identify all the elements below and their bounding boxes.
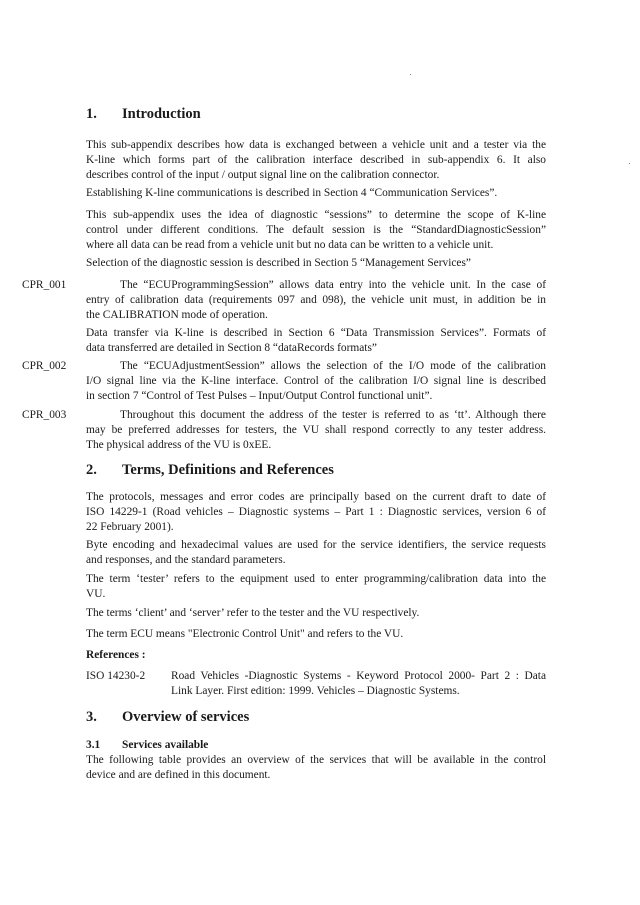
paragraph-intro-1 <box>86 138 546 182</box>
paragraph-cpr-003 <box>86 408 546 452</box>
text-line: ISO 14229-1 (Road vehicles – Diagnostic systems – Part 1 : Diagnostic services, version 6 of <box>86 505 546 518</box>
paragraph-terms-3 <box>86 572 546 602</box>
text-line: The physical address of the VU is 0xEE. <box>86 438 272 451</box>
section-title: Introduction <box>122 106 201 122</box>
paragraph-cpr-001 <box>86 278 546 322</box>
paragraph-terms-1 <box>86 490 546 534</box>
text-line: This sub-appendix uses the idea of diagnostic “sessions” to determine the scope of K-line <box>86 209 546 221</box>
subsection-number: 3.1 <box>86 739 101 751</box>
paragraph-intro-4 <box>86 256 546 271</box>
text-line: device and are defined in this document. <box>86 768 271 781</box>
paragraph-terms-5 <box>86 627 546 642</box>
text-line: K-line which forms part of the calibration interface described in sub-appendix 6. It also <box>86 153 546 166</box>
text-line: control under different conditions. The default session is the “StandardDiagnosticSession” <box>86 223 546 236</box>
section-title: Overview of services <box>122 709 250 725</box>
text-line: The term ECU means "Electronic Control Unit" and refers to the VU. <box>86 628 404 640</box>
text-line: 22 February 2001). <box>86 520 174 533</box>
text-line: Throughout this document the address of the tester is referred to as ‘tt’. Although there <box>120 409 546 421</box>
text-line: and responses, and the standard parameters. <box>86 553 286 566</box>
text-line: The terms ‘client’ and ‘server’ refer to the tester and the VU respectively. <box>86 607 420 619</box>
text-line: The “ECUProgrammingSession” allows data entry into the vehicle unit. In the case of <box>120 279 546 291</box>
text-line: Data transfer via K-line is described in Section 6 “Data Transmission Services”. Formats of <box>86 327 546 339</box>
text-line: The following table provides an overview of the services that will be available in the control <box>86 754 546 766</box>
references-heading: References : <box>86 649 146 661</box>
text-line: entry of calibration data (requirements 097 and 098), the vehicle unit must, in addition be in <box>86 293 546 306</box>
requirement-id-cpr-002: CPR_002 <box>22 360 67 372</box>
paragraph-data-transfer <box>86 326 546 356</box>
text-line: I/O signal line via the K-line interface. Control of the calibration I/O signal line is described <box>86 374 546 387</box>
text-line: data transferred are detailed in Section 8 “dataRecords formats” <box>86 341 377 354</box>
text-line: The term ‘tester’ refers to the equipment used to enter programming/calibration data into the <box>86 573 546 585</box>
subsection-title: Services available <box>122 739 209 751</box>
paragraph-intro-2 <box>86 186 546 201</box>
paragraph-intro-3 <box>86 208 546 252</box>
text-line: Selection of the diagnostic session is described in Section 5 “Management Services” <box>86 257 471 269</box>
text-line: The protocols, messages and error codes are principally based on the current draft to date of <box>86 491 546 503</box>
paragraph-terms-2 <box>86 538 546 568</box>
text-line: in section 7 “Control of Test Pulses – Input/Output Control functional unit”. <box>86 389 433 402</box>
scan-speck <box>410 74 411 75</box>
text-line: may be preferred addresses for testers, the VU shall respond correctly to any tester address. <box>86 423 546 436</box>
text-line: The “ECUAdjustmentSession” allows the selection of the I/O mode of the calibration <box>120 360 546 372</box>
reference-code: ISO 14230-2 <box>86 670 146 682</box>
text-line: describes control of the input / output signal line on the calibration connector. <box>86 168 440 181</box>
text-line: the CALIBRATION mode of operation. <box>86 308 268 321</box>
requirement-id-cpr-001: CPR_001 <box>22 279 67 291</box>
section-title: Terms, Definitions and References <box>122 462 334 478</box>
section-number: 2. <box>86 462 97 478</box>
section-number: 3. <box>86 709 97 725</box>
paragraph-cpr-002 <box>86 359 546 403</box>
text-line: where all data can be read from a vehicle unit but no data can be written to a vehicle unit. <box>86 238 494 251</box>
section-number: 1. <box>86 106 97 122</box>
text-line: Link Layer. First edition: 1999. Vehicles – Diagnostic Systems. <box>171 684 460 697</box>
paragraph-services-1 <box>86 753 546 783</box>
text-line: VU. <box>86 587 106 600</box>
text-line: This sub-appendix describes how data is exchanged between a vehicle unit and a tester via the <box>86 139 546 151</box>
text-line: Road Vehicles -Diagnostic Systems - Keyword Protocol 2000- Part 2 : Data <box>171 670 546 682</box>
requirement-id-cpr-003: CPR_003 <box>22 409 67 421</box>
reference-text <box>171 669 546 699</box>
text-line: Byte encoding and hexadecimal values are used for the service identifiers, the service requests <box>86 539 546 551</box>
scan-speck <box>629 163 630 164</box>
text-line: Establishing K-line communications is described in Section 4 “Communication Services”. <box>86 187 498 199</box>
paragraph-terms-4 <box>86 606 546 621</box>
